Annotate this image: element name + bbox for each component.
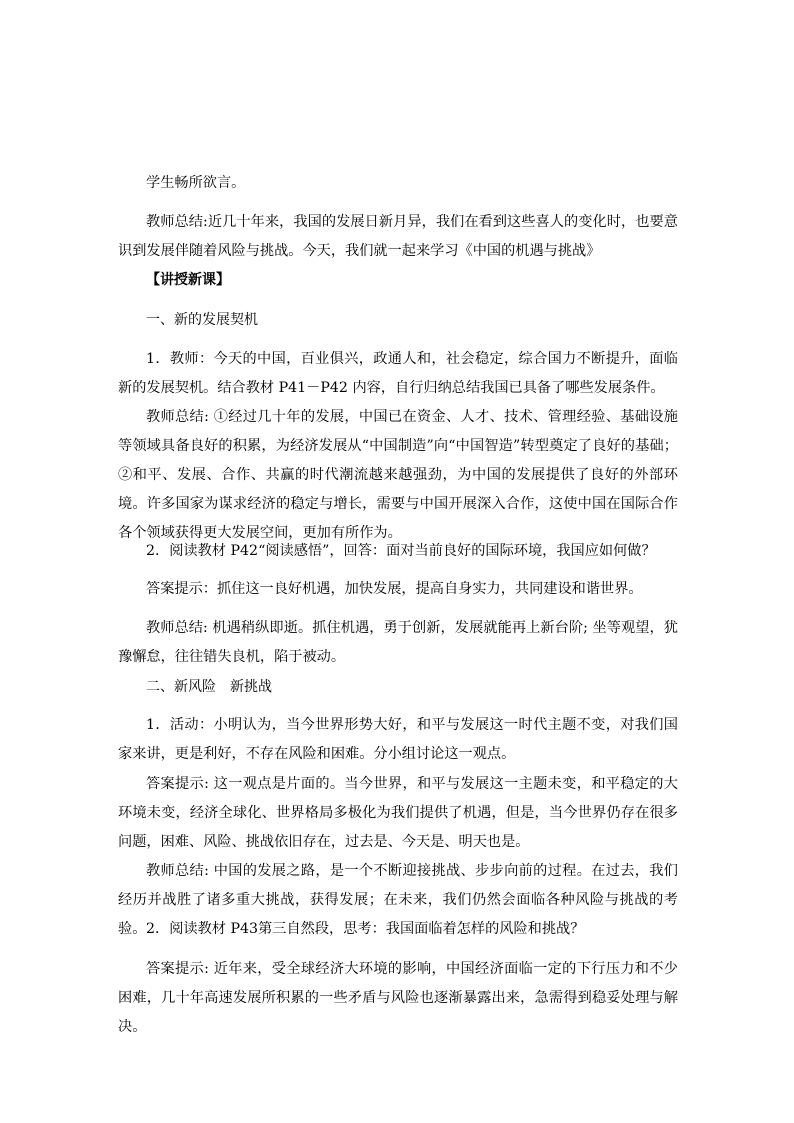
- paragraph-answer-hint-3: 答案提示: 近年来，受全球经济大环境的影响，中国经济面临一定的下行压力和不少困难，几十年高速发展所积累的一些矛盾与风险也逐渐暴露出来，急需得到稳妥处理与解决。: [118, 961, 678, 1035]
- paragraph-teacher-question-1: 1．教师：今天的中国，百业俱兴，政通人和，社会稳定，综合国力不断提升，面临新的发展契机。结合教材 P41－P42 内容，自行归纳总结我国已具备了哪些发展条件。: [118, 351, 678, 396]
- paragraph-answer-hint-2: 答案提示: 这一观点是片面的。当今世界，和平与发展这一主题未变，和平稳定的大环境未变，经济全球化、世界格局多极化为我们提供了机遇，但是，当今世界仍存在很多问题，困难、风险、挑战依旧存在，过去是、今天是、明天也是。: [118, 776, 678, 850]
- paragraph-teacher-summary-path: 教师总结: 中国的发展之路，是一个不断迎接挑战、步步向前的过程。在过去，我们经历并战胜了诸多重大挑战，获得发展；在未来，我们仍然会面临各种风险与挑战的考验。: [118, 863, 678, 937]
- paragraph-activity-xiaoming: 1．活动：小明认为，当今世界形势大好，和平与发展这一时代主题不变，对我们国家来讲，更是利好，不存在风险和困难。分小组讨论这一观点。: [118, 717, 678, 762]
- section-heading-new-lesson: 【讲授新课】: [146, 272, 230, 288]
- paragraph-students-speak: 学生畅所欲言。: [146, 175, 246, 191]
- paragraph-teacher-summary-opportunity: 教师总结: 机遇稍纵即逝。抓住机遇，勇于创新，发展就能再上新台阶; 坐等观望，犹豫懈怠，往往错失良机，陷于被动。: [118, 620, 678, 665]
- paragraph-teacher-summary-intro: 教师总结:近几十年来，我国的发展日新月异，我们在看到这些喜人的变化时，也要意识到发展伴随着风险与挑战。今天，我们就一起来学习《中国的机遇与挑战》: [118, 214, 678, 259]
- paragraph-answer-hint-1: 答案提示：抓住这一良好机遇，加快发展，提高自身实力，共同建设和谐世界。: [146, 581, 643, 597]
- paragraph-reading-question-p43: 2．阅读教材 P43第三自然段，思考：我国面临着怎样的风险和挑战？: [146, 921, 585, 937]
- section-heading-new-risks: 二、新风险 新挑战: [146, 679, 272, 695]
- section-heading-new-opportunity: 一、新的发展契机: [146, 312, 258, 328]
- paragraph-reading-question-p42: 2．阅读教材 P42“阅读感悟”，回答：面对当前良好的国际环境，我国应如何做？: [146, 543, 656, 559]
- paragraph-teacher-summary-conditions: 教师总结: ①经过几十年的发展，中国已在资金、人才、技术、管理经验、基础设施等领域具备良好的积累，为经济发展从“中国制造”向“中国智造”转型奠定了良好的基础；②和平、发展、合作、共赢的时代潮流越来越强劲，为中国的发展提供了良好的外部环境。许多国家为谋求经济的稳定与增长，需要与中国开展深入合作，这使中国在国际合作各个领域获得更大发展空间，更加有所作为。: [118, 409, 678, 541]
